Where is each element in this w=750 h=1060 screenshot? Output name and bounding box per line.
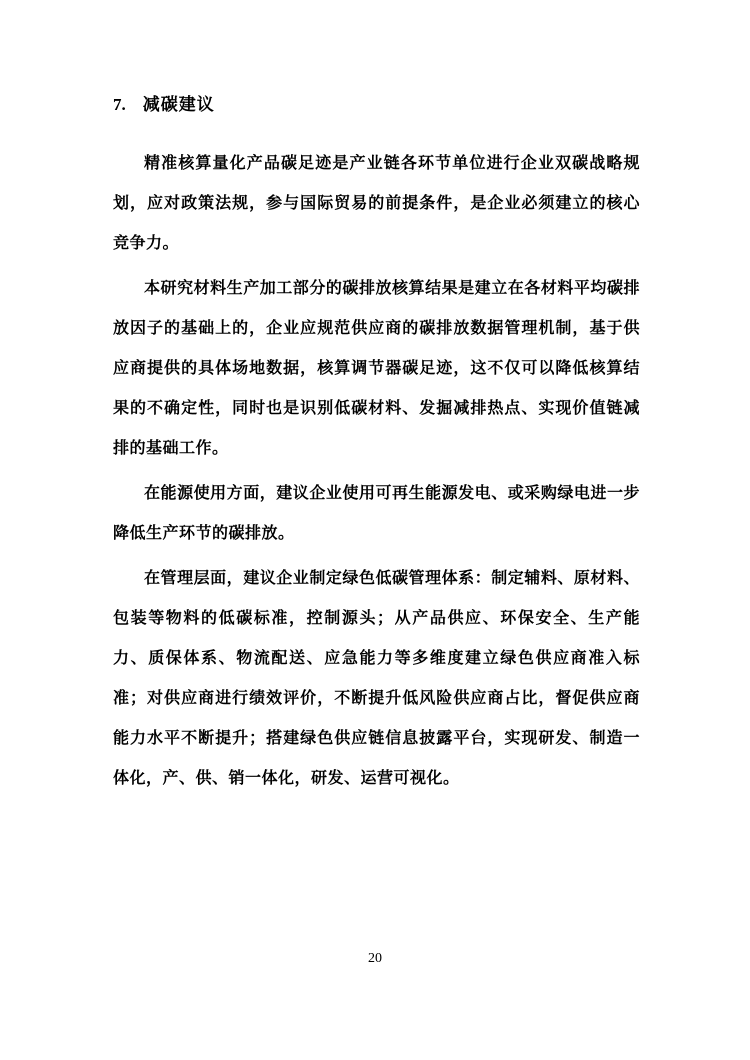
page-number: 20 (368, 951, 382, 966)
section-number: 7. (113, 95, 126, 114)
paragraph-1: 精准核算量化产品碳足迹是产业链各环节单位进行企业双碳战略规划，应对政策法规，参与国际贸易的前提条件，是企业必须建立的核心竞争力。 (113, 155, 640, 252)
paragraph-3: 在能源使用方面，建议企业使用可再生能源发电、或采购绿电进一步降低生产环节的碳排放。 (113, 485, 640, 542)
paragraph-4: 在管理层面，建议企业制定绿色低碳管理体系：制定辅料、原材料、包装等物料的低碳标准，控制源头；从产品供应、环保安全、生产能力、质保体系、物流配送、应急能力等多维度建立绿色供应商准入标准；对供应商进行绩效评价，不断提升低风险供应商占比，督促供应商能力水平不断提升；搭建绿色供应链信息披露平台，实现研发、制造一体化，产、供、销一体化，研发、运营可视化。 (113, 570, 640, 787)
section-heading (113, 94, 640, 116)
paragraph-2: 本研究材料生产加工部分的碳排放核算结果是建立在各材料平均碳排放因子的基础上的，企业应规范供应商的碳排放数据管理机制，基于供应商提供的具体场地数据，核算调节器碳足迹，这不仅可以降低核算结果的不确定性，同时也是识别低碳材料、发掘减排热点、实现价值链减排的基础工作。 (113, 280, 640, 457)
page-footer (0, 949, 750, 967)
document-content (113, 94, 640, 804)
section-title: 减碳建议 (142, 95, 215, 114)
